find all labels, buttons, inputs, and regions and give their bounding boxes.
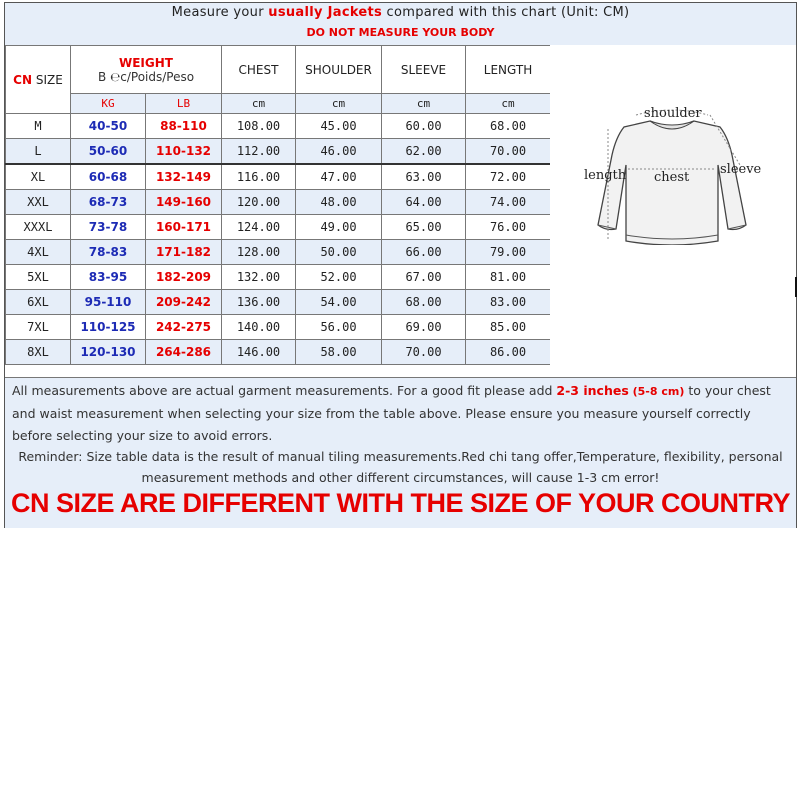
shoulder-cell: 52.00 — [296, 265, 382, 290]
table-row — [6, 315, 551, 340]
kg-cell: 120-130 — [71, 340, 146, 365]
sleeve-cell: 65.00 — [382, 215, 466, 240]
length-cell: 68.00 — [466, 114, 551, 139]
chest-cell: 108.00 — [222, 114, 296, 139]
chest-cell: 128.00 — [222, 240, 296, 265]
chest-cell: 136.00 — [222, 290, 296, 315]
chest-cell: 112.00 — [222, 139, 296, 165]
sleeve-cell: 70.00 — [382, 340, 466, 365]
chest-cell: 140.00 — [222, 315, 296, 340]
shoulder-cell: 56.00 — [296, 315, 382, 340]
shoulder-cell: 49.00 — [296, 215, 382, 240]
length-cell: 70.00 — [466, 139, 551, 165]
edge-mark — [795, 277, 797, 297]
weight-subtitle: Β ℮c/Poids/Peso — [97, 69, 195, 84]
sleeve-cell: 69.00 — [382, 315, 466, 340]
size-cell: L — [6, 139, 71, 165]
kg-cell: 78-83 — [71, 240, 146, 265]
shoulder-cell: 58.00 — [296, 340, 382, 365]
chest-cell: 116.00 — [222, 164, 296, 190]
reminder-note: Reminder: Size table data is the result of manual tiling measurements.Red chi tang offer,Temperature, flexibility, personal measurement methods and other different circumstances, will cause 1-3 cm error! — [18, 449, 783, 485]
size-cell: 7XL — [6, 315, 71, 340]
size-cell: XL — [6, 164, 71, 190]
sleeve-cell: 62.00 — [382, 139, 466, 165]
length-cell: 83.00 — [466, 290, 551, 315]
lb-cell: 132-149 — [146, 164, 222, 190]
sweater-illustration — [550, 45, 796, 245]
lb-cell: 209-242 — [146, 290, 222, 315]
table-row — [6, 164, 551, 190]
lb-cell: 264-286 — [146, 340, 222, 365]
chest-cell: 146.00 — [222, 340, 296, 365]
unit-kg: KG — [71, 94, 146, 114]
lb-cell: 182-209 — [146, 265, 222, 290]
shoulder-cell: 47.00 — [296, 164, 382, 190]
lb-cell: 88-110 — [146, 114, 222, 139]
measurement-note — [12, 380, 794, 447]
length-cell: 86.00 — [466, 340, 551, 365]
chest-cell: 124.00 — [222, 215, 296, 240]
header-instruction — [5, 5, 796, 20]
chest-label: chest — [654, 170, 690, 185]
unit-cm: cm — [222, 94, 296, 114]
unit-lb: LB — [146, 94, 222, 114]
sleeve-label: sleeve — [720, 162, 762, 177]
size-chart — [4, 2, 797, 528]
table-row — [6, 240, 551, 265]
kg-cell: 73-78 — [71, 215, 146, 240]
size-cell: 8XL — [6, 340, 71, 365]
header-text-highlight: usually Jackets — [268, 5, 383, 20]
lb-cell: 160-171 — [146, 215, 222, 240]
length-cell: 74.00 — [466, 190, 551, 215]
cn-label: CN — [13, 72, 33, 87]
lb-cell: 149-160 — [146, 190, 222, 215]
weight-title: WEIGHT — [119, 55, 173, 70]
unit-cm: cm — [466, 94, 551, 114]
shoulder-cell: 50.00 — [296, 240, 382, 265]
sleeve-cell: 63.00 — [382, 164, 466, 190]
table-row — [6, 265, 551, 290]
note-text-a: All measurements above are actual garment measurements. For a good fit please add — [12, 383, 557, 398]
shoulder-cell: 48.00 — [296, 190, 382, 215]
garment-diagram — [550, 45, 796, 377]
shoulder-cell: 45.00 — [296, 114, 382, 139]
length-cell: 79.00 — [466, 240, 551, 265]
size-cell: XXXL — [6, 215, 71, 240]
country-size-warning: CN SIZE ARE DIFFERENT WITH THE SIZE OF YOUR COUNTRY — [10, 488, 790, 518]
size-label: SIZE — [32, 72, 63, 87]
lb-cell: 110-132 — [146, 139, 222, 165]
length-cell: 76.00 — [466, 215, 551, 240]
size-cell: 4XL — [6, 240, 71, 265]
chest-cell: 132.00 — [222, 265, 296, 290]
sleeve-cell: 66.00 — [382, 240, 466, 265]
kg-cell: 83-95 — [71, 265, 146, 290]
note-text-b: to your chest and waist measurement when selecting your size from the table above. Please ensure you measure yourself correctly before selecting your size to avoid errors. — [12, 383, 771, 443]
notes-section — [5, 377, 796, 528]
weight-column-header — [71, 46, 222, 94]
sleeve-column-header: SLEEVE — [382, 46, 466, 94]
note-highlight-inches: 2-3 inches — [556, 383, 629, 398]
header-text-pre: Measure your — [171, 5, 269, 20]
lb-cell: 171-182 — [146, 240, 222, 265]
table-row — [6, 215, 551, 240]
unit-cm: cm — [296, 94, 382, 114]
unit-cm: cm — [382, 94, 466, 114]
table-row — [6, 114, 551, 139]
chart-header — [5, 3, 796, 46]
size-cell: 6XL — [6, 290, 71, 315]
length-cell: 85.00 — [466, 315, 551, 340]
length-column-header: LENGTH — [466, 46, 551, 94]
table-row — [6, 340, 551, 365]
header-warning: DO NOT MEASURE YOUR BODY — [306, 26, 495, 39]
kg-cell: 60-68 — [71, 164, 146, 190]
sleeve-cell: 67.00 — [382, 265, 466, 290]
table-row — [6, 290, 551, 315]
header-text-post: compared with this chart (Unit: CM) — [382, 5, 630, 20]
size-cell: M — [6, 114, 71, 139]
table-row — [6, 139, 551, 165]
shoulder-column-header: SHOULDER — [296, 46, 382, 94]
length-label: length — [584, 168, 627, 183]
table-row — [6, 190, 551, 215]
shoulder-label: shoulder — [644, 106, 702, 121]
kg-cell: 40-50 — [71, 114, 146, 139]
sleeve-cell: 64.00 — [382, 190, 466, 215]
unit-row — [6, 94, 551, 114]
kg-cell: 68-73 — [71, 190, 146, 215]
note-highlight-cm: (5-8 cm) — [628, 385, 685, 398]
chest-cell: 120.00 — [222, 190, 296, 215]
kg-cell: 110-125 — [71, 315, 146, 340]
shoulder-cell: 54.00 — [296, 290, 382, 315]
size-cell: XXL — [6, 190, 71, 215]
length-cell: 81.00 — [466, 265, 551, 290]
chest-column-header: CHEST — [222, 46, 296, 94]
kg-cell: 95-110 — [71, 290, 146, 315]
kg-cell: 50-60 — [71, 139, 146, 165]
sleeve-cell: 60.00 — [382, 114, 466, 139]
sleeve-cell: 68.00 — [382, 290, 466, 315]
length-cell: 72.00 — [466, 164, 551, 190]
table-header-row — [6, 46, 551, 94]
size-table — [5, 45, 551, 365]
size-column-header — [6, 46, 71, 114]
lb-cell: 242-275 — [146, 315, 222, 340]
size-cell: 5XL — [6, 265, 71, 290]
shoulder-cell: 46.00 — [296, 139, 382, 165]
